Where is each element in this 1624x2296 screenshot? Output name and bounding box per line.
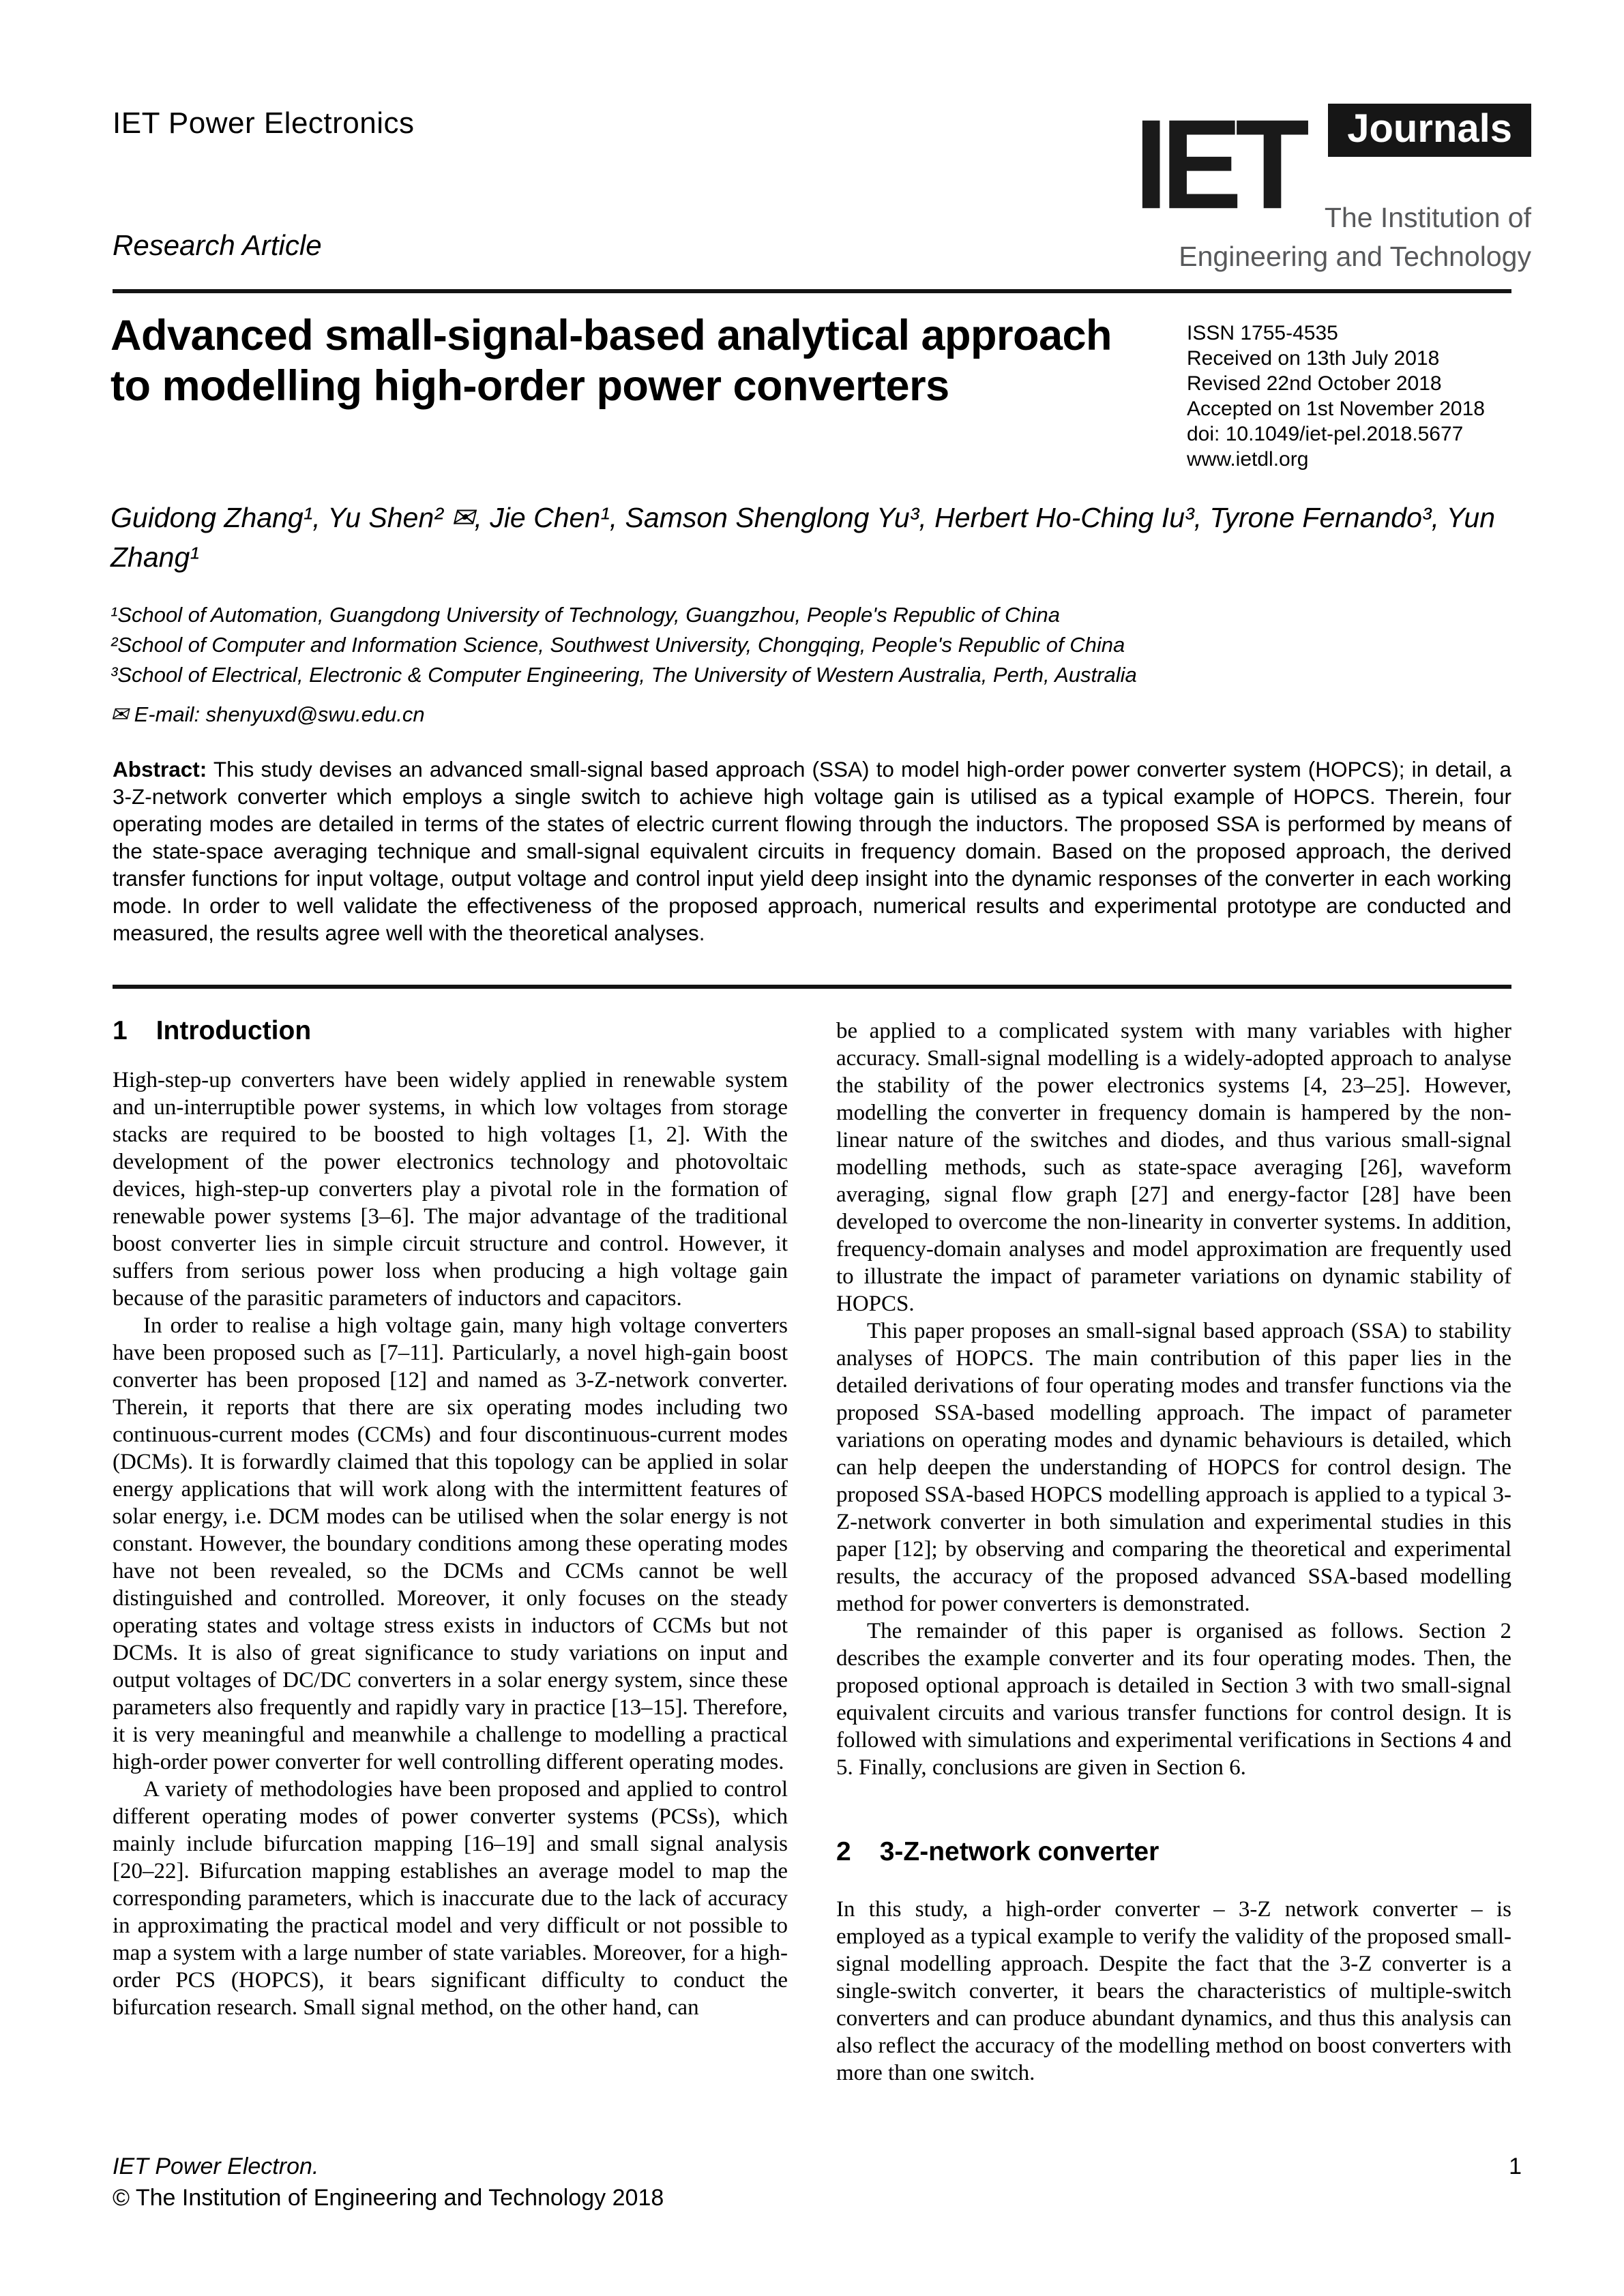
page-number: 1: [1509, 2153, 1522, 2179]
affiliations: [110, 600, 1522, 730]
iet-logo: [1134, 93, 1531, 273]
iet-logo-row: [1134, 93, 1531, 236]
abstract-label: Abstract:: [113, 757, 207, 781]
article-metadata: [1187, 320, 1548, 472]
iet-logo-mark: IET: [1134, 93, 1303, 236]
section-1-title: Introduction: [156, 1016, 312, 1045]
issn: ISSN 1755-4535: [1187, 322, 1338, 344]
body-columns: [113, 1017, 1511, 2087]
page-title: Advanced small-signal-based analytical approach to modelling high-order power converters: [110, 312, 1112, 410]
article-type-label: Research Article: [113, 229, 322, 261]
email-row: [110, 700, 1522, 730]
section-2-heading: [836, 1838, 1511, 1866]
revised-date: Revised 22nd October 2018: [1187, 372, 1442, 395]
received-date: Received on 13th July 2018: [1187, 347, 1440, 370]
affiliation-1: ¹School of Automation, Guangdong University of Technology, Guangzhou, People's Republic of China: [110, 603, 1061, 627]
author-list: Guidong Zhang¹, Yu Shen² ✉, Jie Chen¹, Samson Shenglong Yu³, Herbert Ho-Ching Iu³, Tyrone Fernando³, Yun Zhang¹: [110, 502, 1496, 573]
abstract-text: This study devises an advanced small-signal based approach (SSA) to model high-order power converter system (HOPCS); in detail, a 3-Z-network converter which employs a single switch to achieve high voltage gain is utilised as a typical example of HOPCS. Therein, four operating modes are detailed in terms of the states of electric current flowing through the inductors. The proposed SSA is performed by means of the state-space averaging technique and small-signal equivalent circuits in frequency domain. Based on the proposed approach, the derived transfer functions for input voltage, output voltage and control input yield deep insight into the dynamic responses of the converter in each working mode. In order to well validate the effectiveness of the proposed approach, numerical results and experimental prototype are conducted and measured, the results agree well with the theoretical analyses.: [113, 757, 1511, 945]
institution-line1: The Institution of: [1324, 201, 1531, 233]
intro-paragraph-1: High-step-up converters have been widely applied in renewable system and un-interruptible power systems, in which low voltages from storage stacks are required to be boosted to high voltages [1, 2]. With the development of the power electronics technology and photovoltaic devices, high-step-up converters play a pivotal role in the formation of renewable power systems [3–6]. The major advantage of the traditional boost converter lies in simple circuit structure and control. However, it suffers from serious power loss when producing a high voltage gain because of the parasitic parameters of inductors and capacitors.: [113, 1068, 788, 1311]
journal-name: IET Power Electronics: [113, 106, 415, 140]
section-1-number: 1: [113, 1016, 128, 1045]
footer-journal-abbrev: IET Power Electron.: [113, 2153, 319, 2179]
intro-paragraph-3: A variety of methodologies have been proposed and applied to control different operating modes of power converter systems (PCSs), which mainly include bifurcation mapping [16–19] and small signal analysis [20–22]. Bifurcation mapping establishes an average model to map the corresponding parameters, which is inaccurate due to the lack of accuracy in approximating the practical model and very difficult or not possible to map a system with a large number of state variables. Moreover, for a high-order PCS (HOPCS), it bears significant difficulty to conduct the bifurcation research. Small signal method, on the other hand, can: [113, 1777, 788, 2020]
intro-paragraph-6: The remainder of this paper is organised as follows. Section 2 describes the example converter and its four operating modes. Then, the proposed optional approach is detailed in Section 3 with two small-signal equivalent circuits and various transfer functions for control design. It is followed with simulations and experimental verifications in Sections 4 and 5. Finally, conclusions are given in Section 6.: [836, 1619, 1511, 1780]
journals-badge: Journals: [1328, 104, 1531, 157]
intro-paragraph-4: be applied to a complicated system with many variables with higher accuracy. Small-signal modelling is a widely-adopted approach to analyse the stability of the power electronics systems [4, 23–25]. However, modelling the converter in frequency domain is hampered by the non-linear nature of the switches and diodes, and thus various small-signal modelling methods, such as state-space averaging [26], waveform averaging, signal flow graph [27] and energy-factor [28] have been developed to overcome the non-linearity in converter systems. In addition, frequency-domain analyses and model approximation are frequently used to illustrate the impact of parameter variations on dynamic stability of HOPCS.: [836, 1019, 1511, 1316]
left-column: [113, 1017, 788, 2087]
intro-paragraph-2: In order to realise a high voltage gain, many high voltage converters have been proposed such as [7–11]. Particularly, a novel high-gain boost converter has been proposed [12] and named as 3-Z-network converter. Therein, it reports that there are six operating modes including two continuous-current modes (CCMs) and four discontinuous-current modes (DCMs). It is forwardly claimed that this topology can be applied in solar energy applications that will work along with the intermittent features of solar energy, i.e. DCM modes can be utilised when the solar energy is not constant. However, the boundary conditions among these operating modes have not been revealed, so the DCMs and CCMs cannot be well distinguished and controlled. Moreover, it only focuses on the steady operating states and voltage stress exists in inductors of CCMs but not DCMs. It is also of great significance to study variations on input and output voltages of DC/DC converters in a solar energy system, since these parameters also frequently and rapidly vary in practice [13–15]. Therefore, it is very meaningful and meanwhile a challenge to modelling a practical high-order power converter for well controlling different operating modes.: [113, 1313, 788, 1774]
corresponding-email[interactable]: E-mail: shenyuxd@swu.edu.cn: [134, 702, 425, 726]
affiliation-2: ²School of Computer and Information Science, Southwest University, Chongqing, People's Republic of China: [110, 633, 1125, 657]
affiliation-3: ³School of Electrical, Electronic & Computer Engineering, The University of Western Australia, Perth, Australia: [110, 663, 1137, 687]
abstract: [113, 756, 1511, 946]
intro-paragraph-5: This paper proposes an small-signal based approach (SSA) to stability analyses of HOPCS. The main contribution of this paper lies in the detailed derivations of four operating modes and transfer functions via the proposed SSA-based modelling approach. The impact of parameter variations on operating modes and dynamic behaviours is detailed, which can help deepen the understanding of HOPCS for control design. The proposed SSA-based HOPCS modelling approach is applied to a typical 3-Z-network converter in both simulation and experimental studies in this paper [12]; by observing and comparing the theoretical and experimental results, the accuracy of the proposed advanced SSA-based modelling method for power converters is demonstrated.: [836, 1319, 1511, 1616]
doi: doi: 10.1049/iet-pel.2018.5677: [1187, 423, 1464, 445]
website-link[interactable]: www.ietdl.org: [1187, 448, 1309, 471]
institution-line2: Engineering and Technology: [1179, 241, 1531, 272]
footer-copyright: © The Institution of Engineering and Technology 2018: [113, 2185, 664, 2211]
iet-logo-right-column: [1325, 104, 1531, 235]
accepted-date: Accepted on 1st November 2018: [1187, 398, 1485, 420]
right-column: [836, 1017, 1511, 2087]
section-1-heading: [113, 1017, 788, 1045]
section-2-number: 2: [836, 1837, 851, 1866]
section-2-title: 3-Z-network converter: [879, 1837, 1160, 1866]
header-divider: [113, 289, 1511, 293]
abstract-divider: [113, 985, 1511, 989]
envelope-icon: ✉: [110, 702, 128, 726]
section-2-paragraph-1: In this study, a high-order converter – 3-Z network converter – is employed as a typical example to verify the validity of the proposed small-signal modelling approach. Despite the fact that the 3-Z converter is a single-switch converter, it bears the characteristics of multiple-switch converters and can produce abundant dynamics, and thus this analysis can also reflect the accuracy of the modelling method on boost converters with more than one switch.: [836, 1897, 1511, 2085]
